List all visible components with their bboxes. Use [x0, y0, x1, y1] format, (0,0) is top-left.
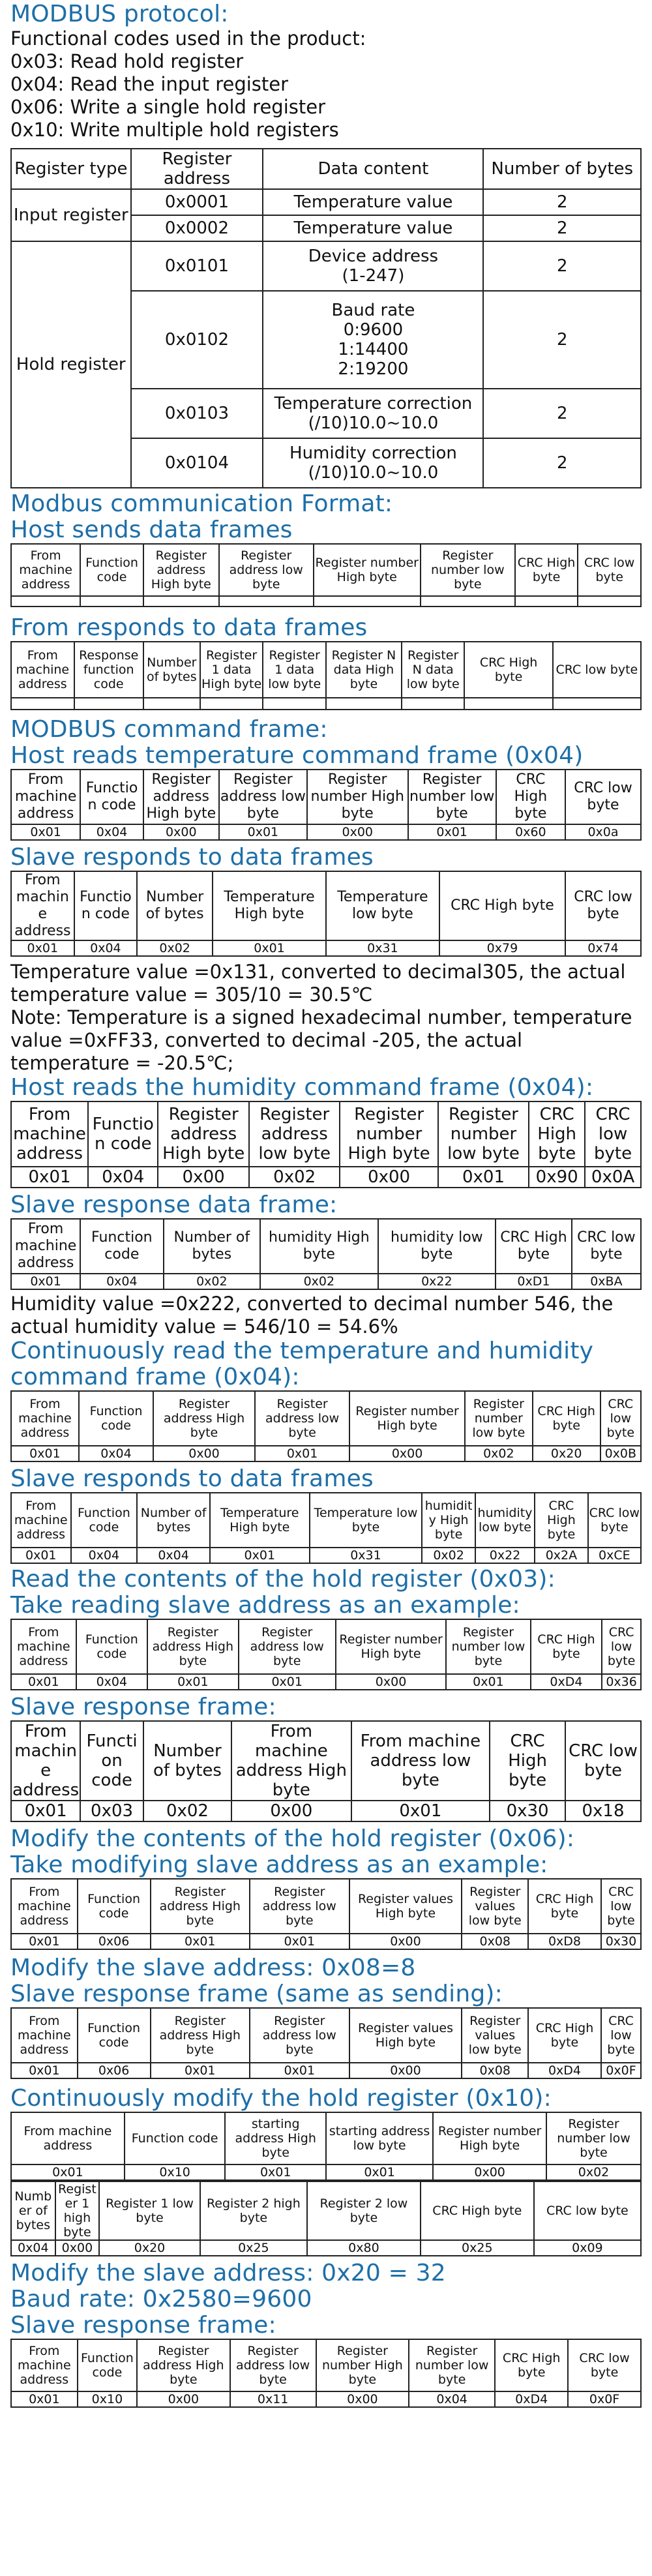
frame-value-cell: 0x04 [79, 1446, 153, 1461]
frame-header-cell: CRC High byte [439, 871, 565, 940]
frame-header-cell: Function code [88, 1101, 158, 1167]
frame-value-cell: 0x74 [565, 940, 641, 956]
frame-value-cell: 0x01 [11, 1801, 80, 1821]
data-content-cell: Temperature value [263, 189, 483, 215]
frame-value-cell: 0x01 [219, 824, 307, 840]
frame-value-cell: 0x02 [546, 2164, 641, 2180]
section-title-modify-response: Slave response frame (same as sending): [10, 1981, 503, 2007]
frame-value-cell: 0x00 [316, 2391, 409, 2407]
frame-header-cell: CRC High byte [533, 1391, 600, 1446]
frame-value-cell: 0x01 [11, 824, 80, 840]
frame-header-cell: Function code [125, 2112, 226, 2164]
frame-header-cell: Register number low byte [465, 1391, 533, 1446]
frame-header-cell: CRC High byte [421, 2181, 534, 2240]
frame-header-cell: CRC low byte [588, 1493, 641, 1548]
frame-value-cell: 0x01 [11, 1548, 71, 1563]
section-title-humidity-response: Slave response data frame: [10, 1191, 338, 1218]
frame-value-cell: 0x01 [11, 1446, 79, 1461]
section-title-read-temperature: Host reads temperature command frame (0x04) [10, 742, 584, 769]
frame-header-cell: From machine address [11, 544, 80, 596]
frame-value-cell: 0x01 [11, 2391, 78, 2407]
read-hold-table [10, 1619, 642, 1690]
frame-header-cell: Function code [80, 544, 143, 596]
frame-value-cell: 0x30 [601, 1934, 641, 1949]
frame-header-cell: CRC low byte [565, 1721, 641, 1801]
frame-value-cell: 0xBA [572, 1274, 641, 1289]
section-title-read-hold: Read the contents of the hold register (0x03): [10, 1566, 556, 1593]
frame-header-cell: CRC High byte [529, 1101, 585, 1167]
frame-value-cell: 0x20 [99, 2240, 200, 2256]
frame-value-cell: 0x25 [421, 2240, 534, 2256]
frame-value-cell: 0x01 [326, 2164, 433, 2180]
frame-value-cell: 0x01 [250, 2063, 349, 2078]
frame-value-cell: 0x01 [255, 1446, 349, 1461]
frame-header-cell: Temperature low byte [326, 871, 439, 940]
frame-value-cell: 0x04 [74, 940, 138, 956]
section-title-multi-slave-address: Modify the slave address: 0x20 = 32 [10, 2260, 446, 2286]
frame-header-cell: Number of bytes [143, 642, 200, 698]
frame-value-cell: 0x01 [11, 1274, 80, 1289]
frame-header-cell: From machine address [11, 770, 80, 824]
register-type-cell: Input register [11, 189, 131, 241]
intro-line: 0x04: Read the input register [10, 73, 289, 95]
read-hold-response-table [10, 1720, 642, 1822]
frame-header-cell: Register 1 high byte [55, 2181, 100, 2240]
bytes-cell: 2 [483, 438, 641, 488]
multi-modify-table-row2 [10, 2181, 642, 2256]
frame-header-cell: CRC High byte [496, 770, 565, 824]
frame-value-cell: 0x0a [565, 824, 641, 840]
frame-value-cell: 0x02 [137, 940, 213, 956]
frame-header-cell: Register 2 low byte [307, 2181, 421, 2240]
frame-header-cell: Register number High byte [349, 1391, 465, 1446]
frame-header-cell: Register address High byte [143, 770, 219, 824]
temperature-note: Temperature value =0x131, converted to decimal305, the actual temperature value = 305/10 = 30.5℃ Note: Temperature is a signed hexadecimal number, temperature value =0xFF33, converted to decimal -205, the actual temperature = -20.5℃; [10, 961, 632, 1074]
frame-header-cell: CRC High byte [531, 1619, 602, 1674]
intro-line: 0x10: Write multiple hold registers [10, 119, 339, 141]
frame-header-cell: Register address low byte [249, 1101, 340, 1167]
frame-value-cell: 0x01 [250, 1934, 349, 1949]
bytes-cell: 2 [483, 241, 641, 291]
section-title-continuous-read: Continuously read the temperature and humidity command frame (0x04): [10, 1338, 594, 1390]
frame-header-cell: CRC High byte [464, 642, 552, 698]
frame-value-cell: 0x2A [535, 1548, 587, 1563]
frame-header-cell: Register address High byte [158, 1101, 249, 1167]
frame-header-cell: Register number low byte [408, 770, 496, 824]
intro-line: 0x06: Write a single hold register [10, 96, 325, 118]
section-title-multi-response: Slave response frame: [10, 2312, 276, 2339]
section-title-slave-temp-response: Slave responds to data frames [10, 844, 374, 871]
frame-value-cell: 0x00 [55, 2240, 100, 2256]
frame-header-cell: Function code [71, 1493, 138, 1548]
frame-header-cell: Register address High byte [151, 2008, 250, 2063]
frame-value-cell: 0x80 [307, 2240, 421, 2256]
frame-value-cell: 0x00 [433, 2164, 546, 2180]
frame-header-cell: CRC low byte [553, 642, 641, 698]
frame-value-cell: 0x36 [602, 1674, 641, 1690]
slave-humidity-table [10, 1218, 642, 1290]
frame-header-cell: From machine address [11, 1493, 71, 1548]
frame-value-cell: 0x00 [349, 1934, 462, 1949]
frame-header-cell: Register values High byte [349, 1879, 462, 1934]
frame-value-cell: 0x00 [349, 1446, 465, 1461]
frame-value-cell: 0x00 [340, 1167, 437, 1188]
frame-value-cell: 0x11 [230, 2391, 316, 2407]
data-content-cell: Device address (1-247) [263, 241, 483, 291]
frame-value-cell: 0x10 [78, 2391, 138, 2407]
frame-value-cell: 0xD4 [495, 2391, 568, 2407]
section-title-command-frame: MODBUS command frame: [10, 716, 328, 743]
continuous-read-table [10, 1390, 642, 1462]
frame-header-cell: From machine address [11, 2112, 125, 2164]
read-temperature-table [10, 769, 642, 841]
frame-value-cell: 0x22 [475, 1548, 535, 1563]
table-header: Register address [131, 149, 263, 189]
frame-value-cell: 0x01 [11, 2063, 78, 2078]
intro-line: 0x03: Read hold register [10, 50, 244, 72]
register-address-cell: 0x0103 [131, 389, 263, 438]
frame-value-cell: 0x90 [529, 1167, 585, 1188]
frame-value-cell: 0x04 [409, 2391, 495, 2407]
frame-value-cell: 0x01 [151, 2063, 250, 2078]
frame-value-cell: 0x00 [336, 1674, 446, 1690]
frame-value-cell: 0x31 [326, 940, 439, 956]
register-address-cell: 0x0104 [131, 438, 263, 488]
frame-header-cell: Number of bytes [164, 1219, 261, 1274]
frame-value-cell: 0x02 [260, 1274, 378, 1289]
frame-header-cell: From machine address [11, 1391, 79, 1446]
frame-header-cell: Function code [80, 1219, 163, 1274]
frame-value-cell: 0x01 [225, 2164, 326, 2180]
frame-header-cell: From machine address [11, 2339, 78, 2391]
frame-header-cell: Register address High byte [153, 1391, 255, 1446]
frame-header-cell: Temperature High byte [213, 871, 326, 940]
frame-header-cell: Register number High byte [314, 544, 421, 596]
slave-frame-table [10, 641, 642, 710]
section-title-read-slave-example: Take reading slave address as an example: [10, 1592, 520, 1619]
frame-value-cell: 0x04 [80, 824, 143, 840]
frame-header-cell: Register N data low byte [402, 642, 465, 698]
frame-value-cell: 0xD8 [528, 1934, 601, 1949]
frame-header-cell: CRC low byte [568, 2339, 641, 2391]
frame-value-cell: 0x0B [600, 1446, 641, 1461]
frame-header-cell: Register values High byte [349, 2008, 462, 2063]
frame-value-cell: 0x04 [76, 1674, 148, 1690]
frame-value-cell: 0x02 [249, 1167, 340, 1188]
modify-hold-table [10, 1878, 642, 1950]
frame-header-cell: CRC High byte [528, 2008, 601, 2063]
frame-header-cell: Register address High byte [143, 544, 219, 596]
frame-header-cell: Function code [76, 1619, 148, 1674]
frame-header-cell: Function code [78, 2008, 151, 2063]
frame-header-cell: From machine address low byte [351, 1721, 490, 1801]
register-address-cell: 0x0001 [131, 189, 263, 215]
bytes-cell: 2 [483, 389, 641, 438]
frame-header-cell: Register N data High byte [326, 642, 402, 698]
frame-value-cell: 0x08 [462, 2063, 528, 2078]
frame-header-cell: humidity low byte [378, 1219, 496, 1274]
frame-value-cell: 0x01 [213, 940, 326, 956]
frame-header-cell: Function code [78, 1879, 151, 1934]
section-title-baud-rate: Baud rate: 0x2580=9600 [10, 2286, 312, 2313]
section-title-modify-example: Take modifying slave address as an example: [10, 1851, 548, 1878]
frame-header-cell: Register values low byte [462, 2008, 528, 2063]
frame-value-cell: 0x02 [143, 1801, 231, 1821]
frame-value-cell: 0x01 [210, 1548, 310, 1563]
frame-header-cell: humidity High byte [260, 1219, 378, 1274]
frame-header-cell: Function code [78, 2339, 138, 2391]
section-title-modbus-protocol: MODBUS protocol: [10, 1, 229, 27]
frame-value-cell: 0x04 [137, 1548, 210, 1563]
frame-header-cell: CRC low byte [585, 1101, 641, 1167]
frame-header-cell: Number of bytes [137, 1493, 210, 1548]
frame-value-cell: 0x00 [143, 824, 219, 840]
frame-header-cell: Number of bytes [137, 871, 213, 940]
frame-header-cell: Register address High byte [137, 2339, 230, 2391]
slave-temperature-table [10, 871, 642, 957]
frame-header-cell: CRC High byte [535, 1493, 587, 1548]
frame-value-cell: 0x04 [11, 2240, 55, 2256]
frame-value-cell: 0x01 [446, 1674, 530, 1690]
table-header: Register type [11, 149, 131, 189]
frame-header-cell: CRC low byte [572, 1219, 641, 1274]
frame-header-cell: Register address High byte [151, 1879, 250, 1934]
continuous-response-table [10, 1492, 642, 1564]
frame-value-cell: 0x10 [125, 2164, 226, 2180]
section-title-modify-hold: Modify the contents of the hold register (0x06): [10, 1825, 575, 1852]
frame-value-cell: 0x00 [307, 824, 408, 840]
frame-header-cell: Register number low byte [546, 2112, 641, 2164]
frame-value-cell: 0x79 [439, 940, 565, 956]
host-frame-table [10, 543, 642, 607]
frame-header-cell: Register address low byte [219, 770, 307, 824]
frame-header-cell: CRC High byte [495, 2339, 568, 2391]
frame-value-cell: 0x04 [88, 1167, 158, 1188]
frame-value-cell: 0xD1 [496, 1274, 572, 1289]
frame-value-cell: 0x02 [422, 1548, 475, 1563]
frame-header-cell: Register number High byte [316, 2339, 409, 2391]
section-title-slave-responds: From responds to data frames [10, 614, 368, 641]
register-address-cell: 0x0102 [131, 291, 263, 389]
frame-value-cell: 0x20 [533, 1446, 600, 1461]
section-title-multi-modify: Continuously modify the hold register (0x10): [10, 2085, 552, 2112]
frame-value-cell: 0x01 [408, 824, 496, 840]
frame-header-cell: Function code [74, 871, 138, 940]
frame-value-cell: 0xD4 [528, 2063, 601, 2078]
frame-value-cell: 0x01 [11, 1934, 78, 1949]
frame-value-cell: 0x30 [490, 1801, 565, 1821]
frame-header-cell: CRC High byte [490, 1721, 565, 1801]
frame-header-cell: CRC High byte [496, 1219, 572, 1274]
frame-value-cell: 0xD4 [531, 1674, 602, 1690]
frame-value-cell: 0x18 [565, 1801, 641, 1821]
frame-header-cell: CRC low byte [578, 544, 641, 596]
frame-value-cell: 0x00 [231, 1801, 351, 1821]
bytes-cell: 2 [483, 189, 641, 215]
frame-value-cell: 0x09 [534, 2240, 641, 2256]
frame-value-cell: 0x01 [11, 940, 74, 956]
frame-header-cell: CRC High byte [515, 544, 578, 596]
frame-value-cell: 0x00 [153, 1446, 255, 1461]
register-table [10, 148, 642, 488]
frame-value-cell: 0x0A [585, 1167, 641, 1188]
frame-header-cell: Register number High byte [433, 2112, 546, 2164]
frame-header-cell: humidity low byte [475, 1493, 535, 1548]
frame-header-cell: CRC High byte [528, 1879, 601, 1934]
intro-line: Functional codes used in the product: [10, 27, 366, 50]
bytes-cell: 2 [483, 215, 641, 241]
frame-value-cell: 0x0F [601, 2063, 641, 2078]
frame-header-cell: Temperature High byte [210, 1493, 310, 1548]
frame-header-cell: Register number High byte [307, 770, 408, 824]
frame-header-cell: Function code [80, 770, 143, 824]
frame-header-cell: CRC low byte [565, 871, 641, 940]
frame-header-cell: Register number low byte [409, 2339, 495, 2391]
frame-header-cell: Register 1 low byte [99, 2181, 200, 2240]
frame-header-cell: Register 1 data low byte [263, 642, 326, 698]
frame-header-cell: CRC low byte [601, 2008, 641, 2063]
frame-header-cell: Number of bytes [11, 2181, 55, 2240]
frame-header-cell: From machine address [11, 642, 74, 698]
frame-header-cell: From machine address [11, 1101, 88, 1167]
frame-header-cell: Register number High byte [336, 1619, 446, 1674]
frame-value-cell: 0x31 [310, 1548, 422, 1563]
section-title-continuous-response: Slave responds to data frames [10, 1465, 374, 1492]
frame-value-cell: 0x08 [462, 1934, 528, 1949]
frame-header-cell: Number of bytes [143, 1721, 231, 1801]
frame-header-cell: Temperature low byte [310, 1493, 422, 1548]
frame-header-cell: From machine address [11, 2008, 78, 2063]
data-content-cell: Temperature correction (/10)10.0~10.0 [263, 389, 483, 438]
frame-header-cell: From machine address [11, 1219, 80, 1274]
data-content-cell: Baud rate 0:9600 1:14400 2:19200 [263, 291, 483, 389]
data-content-cell: Humidity correction (/10)10.0~10.0 [263, 438, 483, 488]
frame-header-cell: Register number High byte [340, 1101, 437, 1167]
frame-header-cell: From machine address [11, 871, 74, 940]
frame-value-cell: 0x22 [378, 1274, 496, 1289]
frame-value-cell: 0x25 [200, 2240, 307, 2256]
frame-value-cell: 0x01 [11, 1674, 76, 1690]
frame-header-cell: Register number low byte [438, 1101, 529, 1167]
frame-value-cell: 0xCE [588, 1548, 641, 1563]
register-address-cell: 0x0002 [131, 215, 263, 241]
frame-value-cell: 0x01 [239, 1674, 336, 1690]
frame-value-cell: 0x01 [147, 1674, 238, 1690]
section-title-format: Modbus communication Format: [10, 490, 393, 517]
frame-header-cell: Register address low byte [239, 1619, 336, 1674]
frame-value-cell: 0x01 [151, 1934, 250, 1949]
frame-header-cell: Register number low byte [446, 1619, 530, 1674]
frame-value-cell: 0x00 [158, 1167, 249, 1188]
frame-header-cell: Register values low byte [462, 1879, 528, 1934]
frame-value-cell: 0x04 [71, 1548, 138, 1563]
frame-header-cell: Register address low byte [250, 1879, 349, 1934]
frame-header-cell: Register address low byte [250, 2008, 349, 2063]
frame-header-cell: CRC low byte [534, 2181, 641, 2240]
frame-value-cell: 0x06 [78, 2063, 151, 2078]
table-header: Number of bytes [483, 149, 641, 189]
frame-header-cell: Register address low byte [230, 2339, 316, 2391]
frame-header-cell: CRC low byte [602, 1619, 641, 1674]
read-humidity-table [10, 1101, 642, 1188]
section-title-modify-slave-address: Modify the slave address: 0x08=8 [10, 1954, 416, 1981]
multi-response-table [10, 2339, 642, 2408]
frame-value-cell: 0x01 [11, 1167, 88, 1188]
frame-header-cell: CRC low byte [601, 1879, 641, 1934]
frame-header-cell: From machine address [11, 1721, 80, 1801]
frame-value-cell: 0x02 [465, 1446, 533, 1461]
frame-header-cell: From machine address [11, 1879, 78, 1934]
frame-value-cell: 0x01 [438, 1167, 529, 1188]
frame-header-cell: Register address low byte [219, 544, 314, 596]
section-title-read-humidity: Host reads the humidity command frame (0x04): [10, 1074, 594, 1101]
frame-header-cell: From machine address High byte [231, 1721, 351, 1801]
data-content-cell: Temperature value [263, 215, 483, 241]
frame-value-cell: 0x06 [78, 1934, 151, 1949]
table-header: Data content [263, 149, 483, 189]
frame-value-cell: 0x01 [351, 1801, 490, 1821]
section-title-host-sends: Host sends data frames [10, 517, 293, 543]
frame-value-cell: 0x60 [496, 824, 565, 840]
frame-header-cell: Register 1 data High byte [200, 642, 263, 698]
frame-value-cell: 0x01 [11, 2164, 125, 2180]
frame-header-cell: Function code [80, 1721, 143, 1801]
frame-value-cell: 0x04 [80, 1274, 163, 1289]
frame-header-cell: starting address low byte [326, 2112, 433, 2164]
frame-header-cell: Function code [79, 1391, 153, 1446]
frame-header-cell: Register address High byte [147, 1619, 238, 1674]
frame-header-cell: starting address High byte [225, 2112, 326, 2164]
frame-header-cell: humidity High byte [422, 1493, 475, 1548]
bytes-cell: 2 [483, 291, 641, 389]
frame-header-cell: Response function code [74, 642, 143, 698]
frame-header-cell: From machine address [11, 1619, 76, 1674]
register-address-cell: 0x0101 [131, 241, 263, 291]
multi-modify-table-row1 [10, 2112, 642, 2181]
frame-header-cell: Register address low byte [255, 1391, 349, 1446]
frame-header-cell: CRC low byte [565, 770, 641, 824]
frame-value-cell: 0x03 [80, 1801, 143, 1821]
frame-value-cell: 0x00 [137, 2391, 230, 2407]
frame-value-cell: 0x00 [349, 2063, 462, 2078]
frame-header-cell: CRC low byte [600, 1391, 641, 1446]
section-title-read-hold-response: Slave response frame: [10, 1694, 276, 1720]
frame-value-cell: 0x0F [568, 2391, 641, 2407]
modify-response-table [10, 2007, 642, 2079]
frame-value-cell: 0x02 [164, 1274, 261, 1289]
register-type-cell: Hold register [11, 241, 131, 488]
frame-header-cell: Register 2 high byte [200, 2181, 307, 2240]
humidity-note: Humidity value =0x222, converted to decimal number 546, the actual humidity value = 546/10 = 54.6% [10, 1293, 614, 1338]
frame-header-cell: Register number low byte [421, 544, 515, 596]
